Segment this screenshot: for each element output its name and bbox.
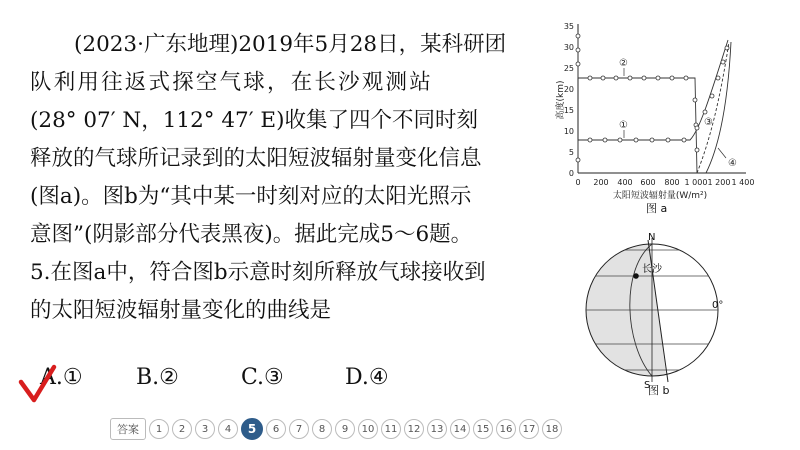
x-tick-label: 1 200	[707, 178, 731, 187]
nav-item[interactable]: 3	[195, 419, 215, 439]
nav-item[interactable]: 17	[519, 419, 539, 439]
y-tick-label: 25	[563, 64, 574, 73]
question-line: 5.在图a中，符合图b示意时刻所释放气球接收到	[30, 260, 486, 285]
correct-answer-checkmark-icon	[18, 364, 60, 404]
curve-label-3: ③	[704, 117, 713, 128]
x-tick-label: 800	[664, 178, 680, 187]
nav-item[interactable]: 8	[312, 419, 332, 439]
figure-b-globe	[580, 226, 730, 396]
y-tick-label: 15	[563, 106, 574, 115]
y-axis-label: 高度(km)	[556, 80, 566, 120]
x-tick-label: 200	[593, 178, 609, 187]
nav-item[interactable]: 15	[473, 419, 493, 439]
question-line: 释放的气球所记录到的太阳短波辐射量变化信息	[30, 146, 482, 171]
nav-item[interactable]: 16	[496, 419, 516, 439]
figure-b-caption: 图 b	[648, 384, 670, 397]
nav-item[interactable]: 14	[450, 419, 470, 439]
y-tick-label: 20	[563, 85, 574, 94]
nav-item[interactable]: 12	[404, 419, 424, 439]
nav-item[interactable]: 1	[149, 419, 169, 439]
question-line: 队利用往返式探空气球，在长沙观测站	[30, 70, 433, 95]
north-label: N	[648, 232, 656, 243]
curve-label-4: ④	[728, 158, 737, 169]
nav-item[interactable]: 10	[358, 419, 378, 439]
option-c[interactable]: C.③	[241, 365, 284, 390]
option-a[interactable]: A.①	[40, 365, 83, 390]
figure-a-caption: 图 a	[646, 202, 668, 215]
x-tick-label: 600	[640, 178, 656, 187]
x-axis-label: 太阳短波辐射量(W/m²)	[612, 191, 708, 201]
x-tick-label: 1 000	[684, 178, 708, 187]
changsha-marker-icon	[633, 273, 639, 279]
answer-tab[interactable]: 答案	[110, 418, 146, 440]
nav-item[interactable]: 11	[381, 419, 401, 439]
curve-label-1: ①	[619, 120, 628, 131]
question-line: (2023·广东地理)2019年5月28日，某科研团	[74, 32, 507, 57]
curve-label-2: ②	[619, 58, 628, 69]
figure-a-chart	[558, 18, 754, 214]
question-line: (图a)。图b为“其中某一时刻对应的太阳光照示	[30, 184, 472, 209]
nav-item[interactable]: 13	[427, 419, 447, 439]
answer-options	[30, 365, 550, 399]
equator-label: 0°	[712, 300, 724, 311]
option-b[interactable]: B.②	[136, 365, 179, 390]
south-label: S	[644, 380, 651, 391]
nav-item[interactable]: 7	[289, 419, 309, 439]
city-label: 长沙	[642, 264, 662, 275]
y-tick-label: 10	[563, 127, 574, 136]
x-tick-label: 1 400	[731, 178, 755, 187]
x-tick-label: 400	[617, 178, 633, 187]
y-tick-label: 5	[568, 148, 574, 157]
nav-item[interactable]: 6	[266, 419, 286, 439]
nav-item[interactable]: 4	[218, 419, 238, 439]
option-d[interactable]: D.④	[345, 365, 389, 390]
question-line: 意图”(阴影部分代表黑夜)。据此完成5～6题。	[30, 222, 473, 247]
nav-item-active[interactable]: 5	[241, 418, 263, 440]
y-tick-label: 30	[563, 43, 574, 52]
nav-item[interactable]: 9	[335, 419, 355, 439]
y-tick-label: 0	[568, 169, 574, 178]
question-text	[30, 26, 550, 330]
x-tick-label: 0	[575, 178, 581, 187]
question-nav	[110, 417, 562, 441]
nav-item[interactable]: 18	[542, 419, 562, 439]
y-tick-label: 35	[563, 22, 574, 31]
question-line: 的太阳短波辐射量变化的曲线是	[30, 298, 332, 323]
nav-item[interactable]: 2	[172, 419, 192, 439]
question-line: (28° 07′ N，112° 47′ E)收集了四个不同时刻	[30, 108, 478, 133]
